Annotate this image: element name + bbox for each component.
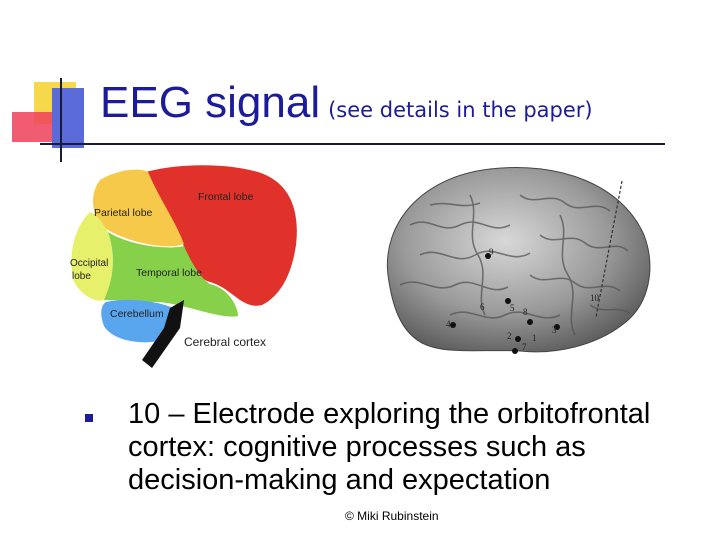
slide-title-main: EEG signal <box>100 78 321 127</box>
slide-title <box>100 78 593 128</box>
bullet-square-icon <box>85 414 93 422</box>
electrode-label-2: 2 <box>507 331 512 341</box>
occipital-lobe-label-2: lobe <box>72 271 91 282</box>
parietal-lobe-label: Parietal lobe <box>94 207 153 219</box>
electrode-label-3: 3 <box>552 325 557 335</box>
electrode-contact <box>512 348 518 354</box>
electrode-label-4: 4 <box>446 319 451 329</box>
electrode-label-1: 1 <box>532 333 537 343</box>
electrode-label-8: 8 <box>523 307 528 317</box>
cerebral-cortex-label: Cerebral cortex <box>184 335 267 349</box>
electrode-label-9: 9 <box>489 247 494 257</box>
cerebellum-label: Cerebellum <box>110 308 164 320</box>
electrode-label-10: 10 <box>590 293 599 303</box>
slide-title-sub: (see details in the paper) <box>328 98 593 122</box>
cortex-electrode-image <box>360 155 660 370</box>
bullet-point-text: 10 – Electrode exploring the orbitofrontal cortex: cognitive processes such as decision-making and expectation <box>128 398 651 496</box>
temporal-lobe-label: Temporal lobe <box>136 267 202 279</box>
title-accent-blue <box>52 88 84 148</box>
cortex-surface <box>387 167 649 351</box>
electrode-contact <box>450 322 456 328</box>
title-underline <box>40 143 665 145</box>
electrode-contact <box>527 319 533 325</box>
frontal-lobe-label: Frontal lobe <box>198 191 254 203</box>
electrode-label-7: 7 <box>522 342 527 352</box>
brain-lobes-diagram <box>60 160 310 380</box>
copyright-footer: © Miki Rubinstein <box>345 509 439 523</box>
electrode-label-6: 6 <box>480 302 485 312</box>
electrode-contact <box>515 336 521 342</box>
electrode-label-5: 5 <box>510 303 515 313</box>
title-accent-vertical-line <box>60 78 62 162</box>
occipital-lobe-label-1: Occipital <box>70 258 109 269</box>
title-accent-red <box>12 112 52 142</box>
